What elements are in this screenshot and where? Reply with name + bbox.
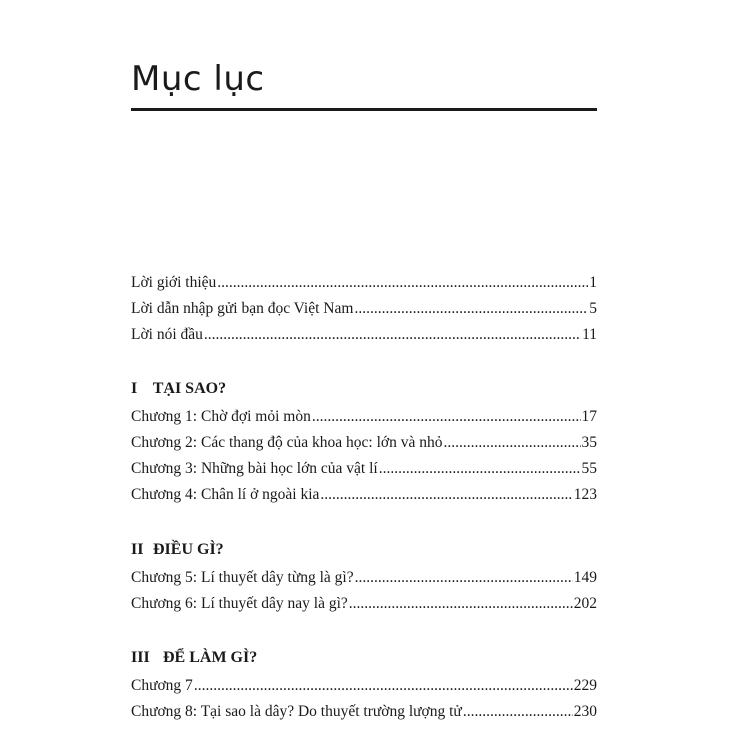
dot-leader: [354, 299, 588, 319]
toc-entry-label: Chương 6: Lí thuyết dây nay là gì?: [131, 595, 348, 612]
dot-leader: [349, 594, 573, 614]
dot-leader: [312, 407, 581, 427]
toc-entry-label: Lời nói đầu: [131, 326, 203, 343]
title-underline: [131, 108, 597, 111]
toc-entry-label: Lời dẫn nhập gửi bạn đọc Việt Nam: [131, 300, 354, 317]
toc-entry[interactable]: [131, 676, 597, 696]
toc-entry[interactable]: [131, 433, 597, 453]
toc-entry-label: Chương 1: Chờ đợi mỏi mòn: [131, 408, 311, 425]
part-title: ĐỂ LÀM GÌ?: [163, 649, 258, 666]
toc-entry-page: 55: [581, 460, 597, 477]
toc-entry[interactable]: [131, 325, 597, 345]
page-title: Mục lục: [131, 59, 265, 99]
part-heading: [131, 379, 226, 399]
toc-entry-page: 1: [589, 274, 597, 291]
toc-entry[interactable]: [131, 407, 597, 427]
toc-entry[interactable]: [131, 299, 597, 319]
toc-entry[interactable]: [131, 273, 597, 293]
dot-leader: [217, 273, 588, 293]
toc-entry-page: 202: [573, 595, 597, 612]
toc-entry-label: Lời giới thiệu: [131, 274, 217, 291]
part-number: I: [131, 380, 138, 397]
part-title: ĐIỀU GÌ?: [153, 541, 224, 558]
toc-entry-label: Chương 4: Chân lí ở ngoài kia: [131, 486, 320, 503]
toc-entry-label: Chương 7: [131, 677, 193, 694]
toc-entry[interactable]: [131, 568, 597, 588]
toc-entry-page: 229: [573, 677, 597, 694]
toc-entry[interactable]: [131, 459, 597, 479]
toc-entry-page: 11: [582, 326, 597, 343]
toc-entry-page: 230: [573, 703, 597, 720]
part-number: III: [131, 649, 150, 666]
toc-entry[interactable]: [131, 594, 597, 614]
toc-entry-label: Chương 3: Những bài học lớn của vật lí: [131, 460, 378, 477]
dot-leader: [355, 568, 573, 588]
toc-entry-label: Chương 5: Lí thuyết dây từng là gì?: [131, 569, 354, 586]
dot-leader: [194, 676, 573, 696]
dot-leader: [443, 433, 580, 453]
dot-leader: [204, 325, 581, 345]
toc-entry-page: 35: [581, 434, 597, 451]
part-title: TẠI SAO?: [152, 380, 227, 397]
dot-leader: [379, 459, 581, 479]
toc-entry[interactable]: [131, 485, 597, 505]
toc-entry-label: Chương 8: Tại sao là dây? Do thuyết trường lượng tử: [131, 703, 462, 720]
toc-entry-page: 149: [573, 569, 597, 586]
toc-entry-page: 123: [573, 486, 597, 503]
dot-leader: [320, 485, 572, 505]
part-number: II: [131, 541, 144, 558]
dot-leader: [463, 702, 573, 722]
toc-entry-label: Chương 2: Các thang độ của khoa học: lớn và nhỏ: [131, 434, 443, 451]
part-heading: [131, 540, 224, 560]
toc-entry-page: 17: [581, 408, 597, 425]
toc-entry-page: 5: [589, 300, 597, 317]
part-heading: [131, 648, 257, 668]
toc-entry[interactable]: [131, 702, 597, 722]
